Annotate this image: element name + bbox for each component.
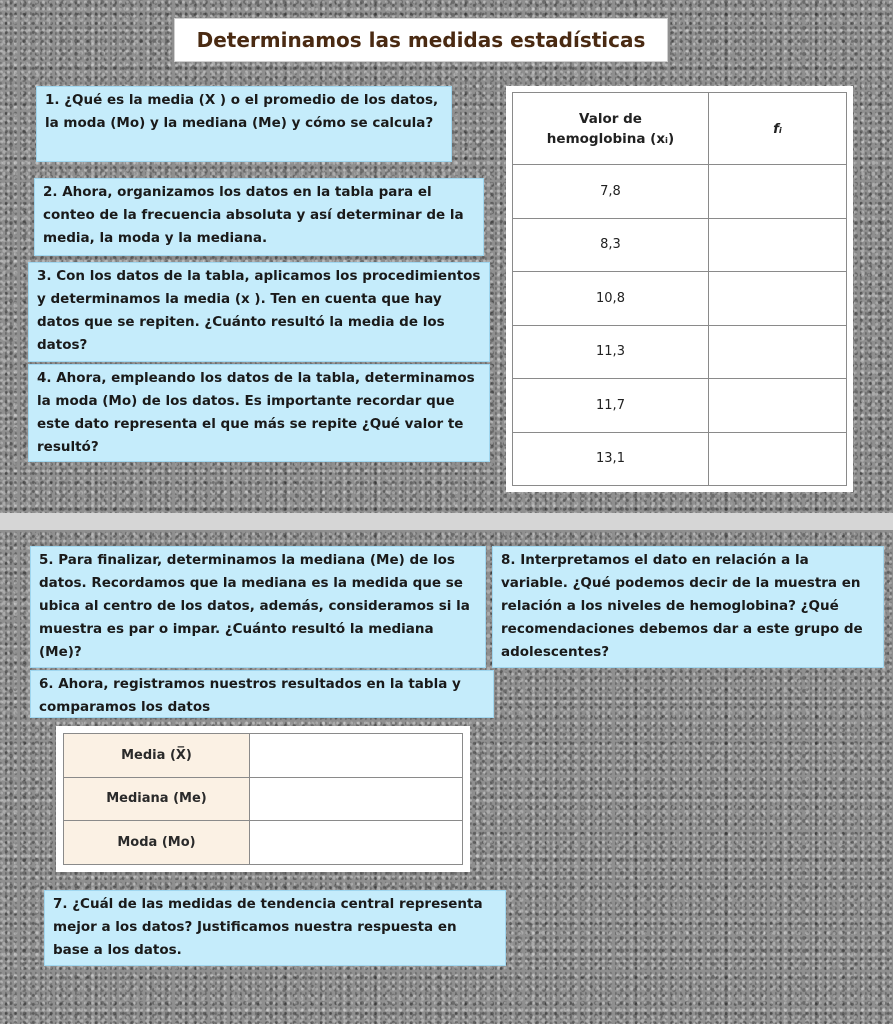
question-3: 3. Con los datos de la tabla, aplicamos los procedimientos y determinamos la media (x ). Ten en cuenta que hay datos que se repiten. ¿Cuánto resultó la media de los datos? (28, 262, 490, 362)
hemoglobin-value-cell: 13,1 (513, 432, 709, 486)
question-5: 5. Para finalizar, determinamos la mediana (Me) de los datos. Recordamos que la mediana es la medida que se ubica al centro de los datos, además, consideramos si la muestra es par o impar. ¿Cuánto resultó la mediana (Me)? (30, 546, 486, 668)
result-value-cell[interactable] (250, 734, 463, 778)
hemoglobin-frequency-table (512, 92, 847, 486)
hemoglobin-table-panel (506, 86, 853, 492)
result-value-cell[interactable] (250, 777, 463, 821)
question-4: 4. Ahora, empleando los datos de la tabla, determinamos la moda (Mo) de los datos. Es importante recordar que este dato representa el que más se repite ¿Qué valor te resultó? (28, 364, 490, 462)
hemoglobin-value-cell: 11,3 (513, 325, 709, 379)
table-row (64, 821, 463, 865)
hemoglobin-value-cell: 7,8 (513, 165, 709, 219)
hemoglobin-value-cell: 10,8 (513, 272, 709, 326)
result-label: Moda (Mo) (64, 821, 250, 865)
header-hemoglobin-value: Valor de hemoglobina (xᵢ) (513, 93, 709, 165)
table-row (513, 272, 847, 326)
frequency-cell[interactable] (709, 325, 847, 379)
results-table-panel (56, 726, 470, 872)
table-row (64, 734, 463, 778)
question-8: 8. Interpretamos el dato en relación a la variable. ¿Qué podemos decir de la muestra en relación a los niveles de hemoglobina? ¿Qué recomendaciones debemos dar a este grupo de adolescentes? (492, 546, 884, 668)
page-title: Determinamos las medidas estadísticas (174, 18, 668, 62)
frequency-cell[interactable] (709, 218, 847, 272)
result-label: Mediana (Me) (64, 777, 250, 821)
table-header-row (513, 93, 847, 165)
result-value-cell[interactable] (250, 821, 463, 865)
question-6: 6. Ahora, registramos nuestros resultados en la tabla y comparamos los datos (30, 670, 494, 718)
hemoglobin-value-cell: 8,3 (513, 218, 709, 272)
table-row (64, 777, 463, 821)
frequency-cell[interactable] (709, 272, 847, 326)
question-7: 7. ¿Cuál de las medidas de tendencia central representa mejor a los datos? Justificamos nuestra respuesta en base a los datos. (44, 890, 506, 966)
table-row (513, 325, 847, 379)
table-row (513, 218, 847, 272)
question-1: 1. ¿Qué es la media (X ) o el promedio de los datos, la moda (Mo) y la mediana (Me) y cómo se calcula? (36, 86, 452, 162)
table-row (513, 432, 847, 486)
hemoglobin-value-cell: 11,7 (513, 379, 709, 433)
question-2: 2. Ahora, organizamos los datos en la tabla para el conteo de la frecuencia absoluta y así determinar de la media, la moda y la mediana. (34, 178, 484, 256)
frequency-cell[interactable] (709, 379, 847, 433)
frequency-cell[interactable] (709, 432, 847, 486)
table-row (513, 379, 847, 433)
header-frequency: fᵢ (709, 93, 847, 165)
section-divider (0, 513, 893, 530)
frequency-cell[interactable] (709, 165, 847, 219)
table-row (513, 165, 847, 219)
results-table (63, 733, 463, 865)
result-label: Media (X̅) (64, 734, 250, 778)
